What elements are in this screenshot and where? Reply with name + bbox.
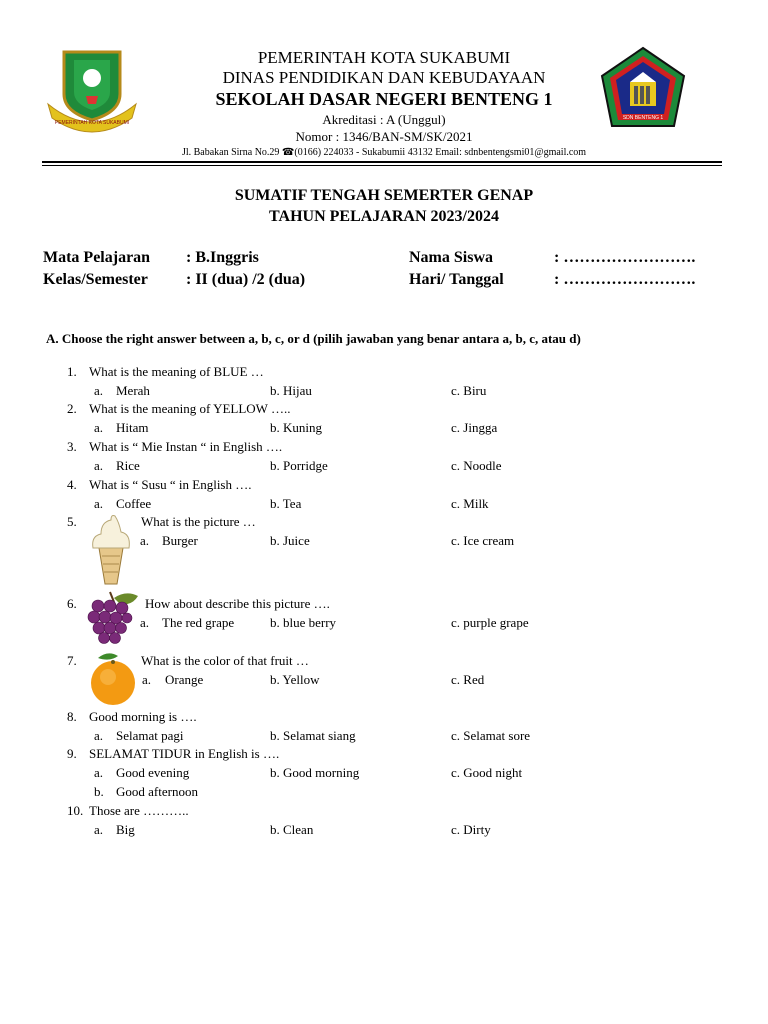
section-a-instruction: A. Choose the right answer between a, b, c, or d (pilih jawaban yang benar antara a, b, c, atau d) xyxy=(46,331,581,346)
date-label: Hari/ Tanggal xyxy=(409,271,504,288)
exam-title: SUMATIF TENGAH SEMERTER GENAP xyxy=(234,187,534,204)
question-number: 4. xyxy=(67,477,77,492)
option-c[interactable]: c. Good night xyxy=(451,765,523,780)
subject-value: : B.Inggris xyxy=(186,249,259,266)
question-number: 1. xyxy=(67,364,77,379)
option-a-marker: a. xyxy=(94,822,104,837)
question-text: How about describe this picture …. xyxy=(145,596,330,611)
question-text: What is the color of that fruit … xyxy=(141,653,309,668)
option-b[interactable]: b. Clean xyxy=(270,822,314,837)
option-a[interactable]: The red grape xyxy=(162,615,235,630)
option-a-marker: a. xyxy=(94,420,104,435)
question-text: Those are ……….. xyxy=(89,803,189,818)
option-a[interactable]: Rice xyxy=(116,458,140,473)
question-number: 8. xyxy=(67,709,77,724)
question-text: What is the picture … xyxy=(141,514,256,529)
option-d-marker: b. xyxy=(94,784,104,799)
department-line: DINAS PENDIDIKAN DAN KEBUDAYAAN xyxy=(222,68,546,87)
question-number: 6. xyxy=(67,596,77,611)
option-a-marker: a. xyxy=(94,765,104,780)
student-name-label: Nama Siswa xyxy=(409,249,494,266)
option-a[interactable]: Merah xyxy=(116,383,150,398)
option-a-marker: a. xyxy=(94,728,104,743)
option-b[interactable]: b. Porridge xyxy=(270,458,328,473)
date-field[interactable]: : ……………………. xyxy=(554,271,696,288)
question-text: What is “ Susu “ in English …. xyxy=(89,477,252,492)
option-a[interactable]: Good evening xyxy=(116,765,190,780)
option-a[interactable]: Burger xyxy=(162,533,198,548)
decree-number-line: Nomor : 1346/BAN-SM/SK/2021 xyxy=(295,129,473,144)
grape-image xyxy=(84,588,140,648)
question-number: 5. xyxy=(67,514,77,529)
option-a[interactable]: Big xyxy=(116,822,135,837)
option-a-marker: a. xyxy=(140,615,150,630)
option-a-marker: a. xyxy=(94,496,104,511)
student-name-field[interactable]: : ……………………. xyxy=(554,249,696,266)
option-b[interactable]: b. Hijau xyxy=(270,383,312,398)
option-a-marker: a. xyxy=(94,458,104,473)
option-b[interactable]: b. Selamat siang xyxy=(270,728,356,743)
question-number: 9. xyxy=(67,746,77,761)
question-number: 2. xyxy=(67,401,77,416)
school-logo-text: SDN BENTENG 1 xyxy=(622,115,664,121)
option-c[interactable]: c. Jingga xyxy=(451,420,498,435)
ice-cream-image xyxy=(89,512,133,586)
question-number: 3. xyxy=(67,439,77,454)
exam-year: TAHUN PELAJARAN 2023/2024 xyxy=(269,208,499,225)
option-d[interactable]: Good afternoon xyxy=(116,784,198,799)
option-c[interactable]: c. Milk xyxy=(451,496,489,511)
option-b[interactable]: b. Good morning xyxy=(270,765,360,780)
option-a[interactable]: Coffee xyxy=(116,496,152,511)
class-value: : II (dua) /2 (dua) xyxy=(186,271,306,288)
question-text: SELAMAT TIDUR in English is …. xyxy=(89,746,280,761)
option-b[interactable]: b. blue berry xyxy=(270,615,337,630)
subject-label: Mata Pelajaran xyxy=(43,249,151,266)
question-text: What is the meaning of YELLOW ….. xyxy=(89,401,291,416)
option-a[interactable]: Selamat pagi xyxy=(116,728,184,743)
option-c[interactable]: c. purple grape xyxy=(451,615,529,630)
question-number: 10. xyxy=(67,803,84,818)
option-b[interactable]: b. Tea xyxy=(270,496,302,511)
option-a-marker: a. xyxy=(142,672,152,687)
option-a[interactable]: Hitam xyxy=(116,420,149,435)
question-text: What is the meaning of BLUE … xyxy=(89,364,264,379)
option-a-marker: a. xyxy=(94,383,104,398)
option-a-marker: a. xyxy=(140,533,150,548)
question-text: What is “ Mie Instan “ in English …. xyxy=(89,439,283,454)
address-line: Jl. Babakan Sirna No.29 ☎(0166) 224033 - Sukabumii 43132 Email: sdnbentengsmi01@gmail.com xyxy=(181,147,587,158)
option-c[interactable]: c. Selamat sore xyxy=(451,728,531,743)
option-c[interactable]: c. Biru xyxy=(451,383,487,398)
option-a[interactable]: Orange xyxy=(165,672,204,687)
school-name: SEKOLAH DASAR NEGERI BENTENG 1 xyxy=(215,89,553,109)
option-b[interactable]: b. Yellow xyxy=(270,672,320,687)
option-c[interactable]: c. Dirty xyxy=(451,822,491,837)
option-c[interactable]: c. Ice cream xyxy=(451,533,515,548)
option-c[interactable]: c. Noodle xyxy=(451,458,502,473)
option-b[interactable]: b. Kuning xyxy=(270,420,322,435)
question-number: 7. xyxy=(67,653,77,668)
class-label: Kelas/Semester xyxy=(43,271,148,288)
header-divider-thick xyxy=(42,161,722,163)
accreditation-line: Akreditasi : A (Unggul) xyxy=(322,112,446,127)
option-b[interactable]: b. Juice xyxy=(270,533,310,548)
header-divider-thin xyxy=(42,165,722,166)
option-c[interactable]: c. Red xyxy=(451,672,485,687)
gov-line: PEMERINTAH KOTA SUKABUMI xyxy=(257,48,511,67)
orange-image xyxy=(88,650,138,708)
question-text: Good morning is …. xyxy=(89,709,197,724)
city-emblem-text: PEMERINTAH KOTA SUKABUMI xyxy=(54,120,130,126)
